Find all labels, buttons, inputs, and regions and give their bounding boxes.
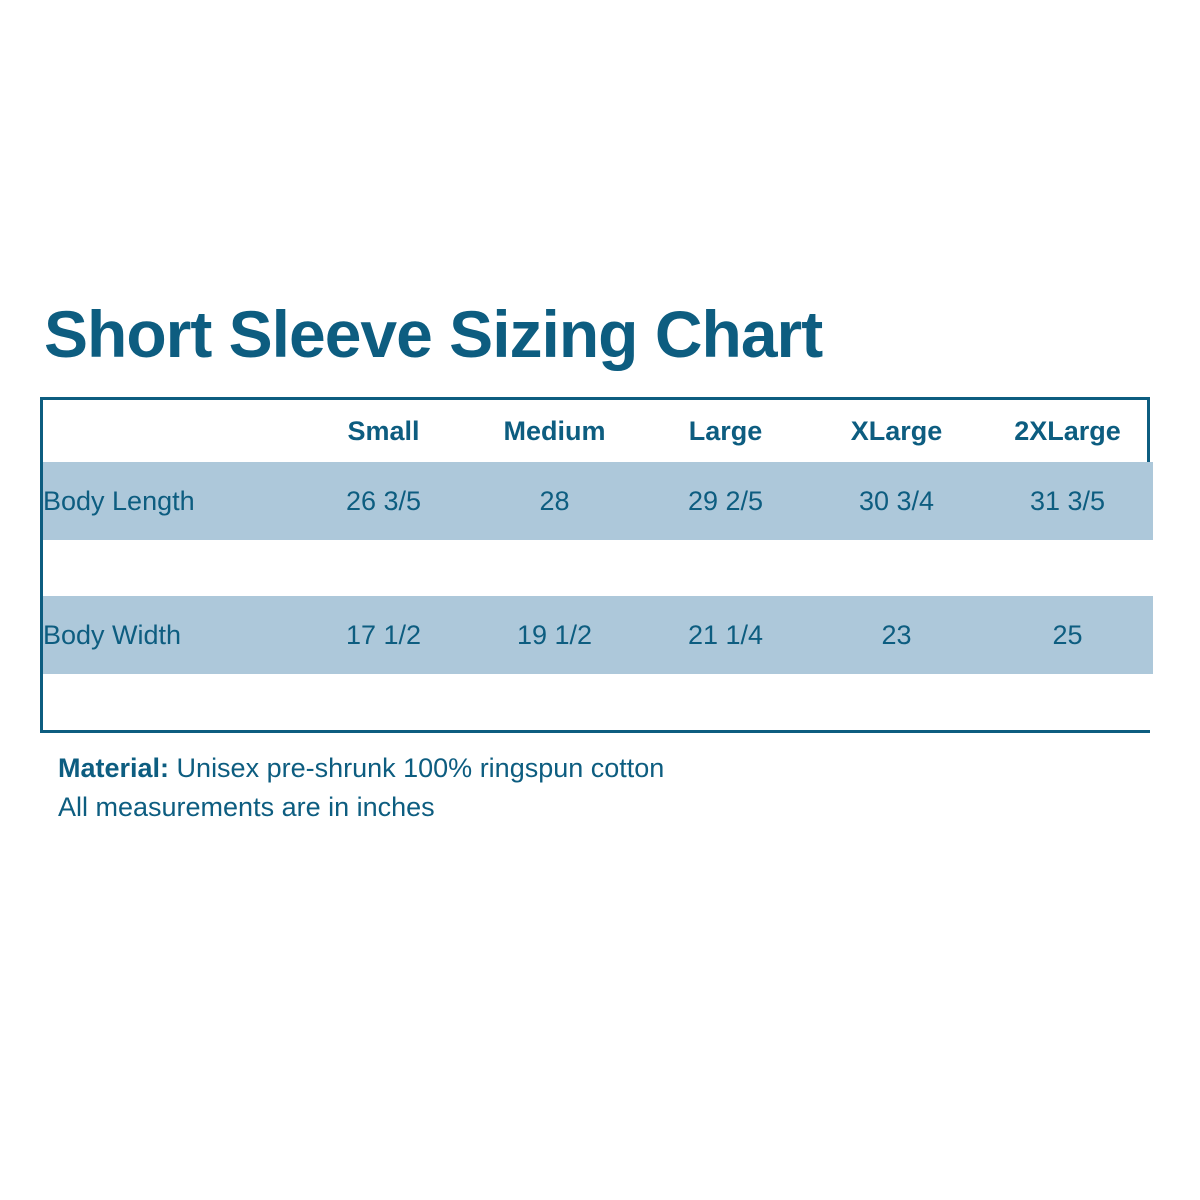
header-size-small: Small — [347, 415, 420, 446]
table-row — [43, 462, 1153, 540]
size-table-container — [40, 397, 1150, 733]
header-size-large: Large — [688, 415, 763, 446]
cell-body-length-2xlarge: 31 3/5 — [1029, 485, 1106, 516]
cell-body-length-small: 26 3/5 — [345, 485, 422, 516]
cell-body-width-medium: 19 1/2 — [516, 619, 593, 650]
header-size-xlarge: XLarge — [850, 415, 943, 446]
row-label-body-width: Body Width — [43, 619, 182, 650]
table-row — [43, 596, 1153, 674]
footnotes — [58, 749, 1160, 827]
header-size-medium: Medium — [503, 415, 606, 446]
row-label-body-length: Body Length — [43, 485, 195, 516]
table-spacer-row — [43, 674, 1153, 730]
header-row-label — [43, 400, 298, 462]
cell-body-length-xlarge: 30 3/4 — [858, 485, 935, 516]
cell-body-width-small: 17 1/2 — [345, 619, 422, 650]
chart-content — [40, 297, 1160, 828]
units-note: All measurements are in inches — [58, 792, 435, 823]
cell-body-width-large: 21 1/4 — [687, 619, 764, 650]
material-label: Material: — [58, 753, 170, 784]
size-table — [43, 400, 1153, 730]
page-title: Short Sleeve Sizing Chart — [44, 297, 823, 371]
spacer-cell — [43, 674, 1153, 730]
header-row — [43, 400, 1153, 462]
table-header — [43, 400, 1153, 462]
header-size-2xlarge: 2XLarge — [1014, 415, 1121, 446]
material-note — [58, 749, 1160, 788]
cell-body-length-medium: 28 — [539, 485, 570, 516]
material-value: Unisex pre-shrunk 100% ringspun cotton — [169, 753, 665, 784]
cell-body-length-large: 29 2/5 — [687, 485, 764, 516]
table-spacer-row — [43, 540, 1153, 596]
table-body — [43, 462, 1153, 730]
spacer-cell — [43, 540, 1153, 596]
cell-body-width-xlarge: 23 — [881, 619, 912, 650]
cell-body-width-2xlarge: 25 — [1052, 619, 1083, 650]
